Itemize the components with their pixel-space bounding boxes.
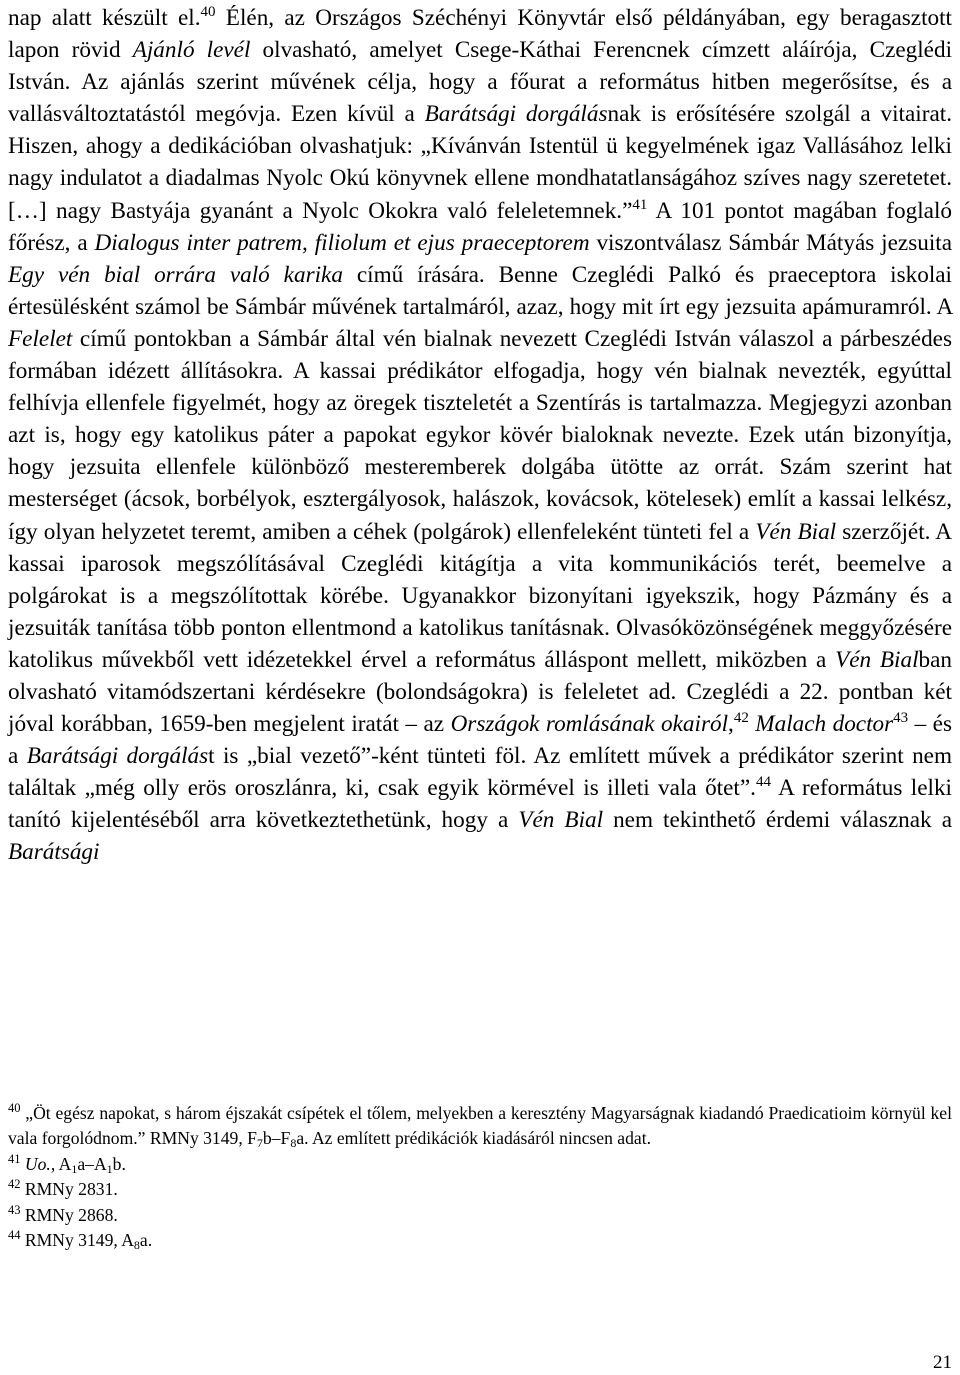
footnote-ref-44: 44 [755,774,771,791]
footnote-41: $^{41}$ Uo., $A_1a-A_1b$. [8,1151,126,1176]
footnote-ref-43: 43 [893,710,909,727]
footnote-42: $^{42}$ RMNy 2831. [8,1177,118,1200]
footnote-43: $^{43}$ RMNy 2868. [8,1202,118,1225]
footnote-ref-42: 42 [733,710,749,727]
footnote-ref-40: 40 [200,4,216,20]
main-text [8,2,952,869]
footnotes [8,1101,952,1253]
document-page [8,0,952,1375]
footnote-40: $^{40}$ „Öt egész napokat, s három éjszakát csípétek el tőlem, melyekben a keresztény Magyarságnak kiadandó Praedicatioim környül kel vala forgolódnom.” RMNy 3149, $F_7b-F_8a$. Az említett prédikációk kiadásáról nincsen adat. [8,1101,952,1151]
page-number: 21 [933,1352,952,1373]
body-paragraph: nap alatt készült el.$^{40}$ Élén, az Országos Széchényi Könyvtár első példányában, egy beragasztott lapon rövid Ajánló levél olvasható, amelyet Csege-Káthai Ferencnek címzett aláírója, Czeglédi István. Az ajánlás szerint művének célja, hogy a főurat a református hitben megerősítse, és a vallásváltoztatástól megóvja. Ezen kívül a Barátsági dorgálásnak is erősítésére szolgál a vitairat. Hiszen, ahogy a dedikációban olvashatjuk: „Kívánván Istentül ü kegyelmének igaz Vallásához lelki nagy indulatot a diadalmas Nyolc Okú könyvnek ellene mondhatatlanságához szíves nagy szeretetet. […] nagy Bastyája gyanánt a Nyolc Okokra való feleletemnek.”$^{41}$ A 101 pontot magában foglaló főrész, a Dialogus inter patrem, filiolum et ejus praeceptorem viszontválasz Sámbár Mátyás jezsuita Egy vén bial orrára való karika című írására. Benne Czeglédi Palkó és praeceptora iskolai értesülésként számol be Sámbár művének tartalmáról, azaz, hogy mit írt egy jezsuita apámuramról. A Felelet című pontokban a Sámbár által vén bialnak nevezett Czeglédi István válaszol a párbeszédes formában idézett állításokra. A kassai prédikátor elfogadja, hogy vén bialnak nevezték, egyúttal felhívja ellenfele figyelmét, hogy az öregek tiszteletét a Szentírás is tartalmazza. Megjegyzi azonban azt is, hogy egy katolikus páter a papokat egykor kövér bialoknak nevezte. Ezek után bizonyítja, hogy jezsuita ellenfele különböző mesteremberek dolgába ütötte az orrát. Szám szerint hat mesterséget (ácsok, borbélyok, esztergályosok, halászok, kovácsok, kötelesek) említ a kassai lelkész, így olyan helyzetet teremt, amiben a céhek (polgárok) ellenfeleként tünteti fel a Vén Bial szerzőjét. A kassai iparosok megszólításával Czeglédi kitágítja a vita kommunikációs terét, beemelve a polgárokat is a megszólítottak körébe. Ugyanakkor bizonyítani igyekszik, hogy Pázmány és a jezsuiták tanítása több ponton ellentmond a katolikus tanításnak. Olvasóközönségének meggyőzésére katolikus művekből vett idézetekkel érvel a református álláspont mellett, miközben a Vén Bialban olvasható vitamódszertani kérdésekre (bolondságokra) is feleletet ad. Czeglédi a 22. pontban két jóval korábban, 1659-ben megjelent iratát – az Országok romlásának okairól,$^{42}$ Malach doctor$^{43}$ – és a Barátsági dorgálást is „bial vezető”-ként tünteti föl. Az említett művek a prédikátor szerint nem találtak „még olly erös oroszlánra, ki, csak egyik körmével is illeti vala őtet”.$^{44}$ A református lelki tanító kijelentéséből arra következtethetünk, hogy a Vén Bial nem tekinthető érdemi válasznak a Barátsági [8,4,953,866]
footnote-44: $^{44}$ RMNy 3149, $A_8a$. [8,1228,153,1253]
footnote-ref-41: 41 [632,196,648,213]
